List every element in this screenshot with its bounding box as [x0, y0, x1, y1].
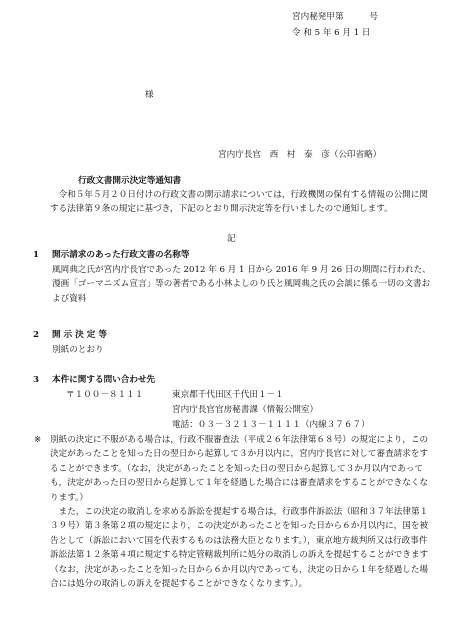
contact-address: 東京都千代田区千代田１－１ [172, 390, 284, 400]
section-2-heading: 開 示 決 定 等 [52, 330, 107, 340]
document-title: 行政文書開示決定等通知書 [78, 176, 182, 186]
section-1-heading: 開示請求のあった行政文書の名称等 [52, 250, 190, 260]
document-date: 令 和 5 年 6 月 1 日 [292, 28, 371, 38]
addressee: 様 [145, 90, 154, 100]
intro-paragraph: 令和５年５月２０日付けの行政文書の開示請求については，行政機関の保有する情報の公開に関する法律第９条の規定に基づき，下記のとおり開示決定等を行いましたので通知します。 [50, 190, 428, 215]
section-1-number: 1 [33, 250, 39, 260]
note-paragraph-1: 別紙の決定に不服がある場合は，行政不服審査法（平成２６年法律第６８号）の規定により，この決定があったことを知った日の翌日から起算して３か月以内に，宮内庁長官に対して審査請求をすることができます。（なお，決定があったことを知った日の翌日から起算して３か月以内であっても，決定があった日の翌日から起算して１年を経過した場合には審査請求をすることができなくなります。） [50, 435, 429, 503]
contact-phone: 電話：０３－３２１３－１１１１（内線３７６７） [172, 420, 370, 430]
section-3-number: 3 [33, 375, 39, 385]
sender: 宮内庁長官 西 村 泰 彦（公印省略） [218, 150, 382, 160]
note-mark: ※ [34, 435, 42, 445]
note-paragraph-2: また，この決定の取消しを求める訴訟を提起する場合は，行政事件訴訟法（昭和３７年法律第１３９号）第３条第２項の規定により，この決定があったことを知った日から６か月以内に，国を被告として（訴訟において国を代表するものは法務大臣となります。），東京地方裁判所又は行政事件訴訟法第１２条第４項に規定する特定管轄裁判所に処分の取消しの訴えを提起することができます（なお，決定があったことを知った日から６か月以内であっても，決定の日から１年を経過した場合には処分の取消しの訴えを提起することができなくなります。）。 [50, 507, 429, 590]
section-2-number: 2 [33, 330, 39, 340]
ki-heading: 記 [227, 234, 236, 244]
document-number: 宮内秘発甲第 号 [292, 12, 378, 22]
section-1-body: 風岡典之氏が宮内庁長官であった 2012 年 6 月 1 日から 2016 年 9 月 26 日の期間に行われた、漫画「ゴーマニズム宣言」等の著者である小林よしのり氏と風岡典之氏の会談に係る一切の文書および資料 [52, 265, 431, 304]
section-2-body: 別紙のとおり [52, 345, 104, 355]
contact-dept: 宮内庁長官官房秘書課（情報公開室） [172, 405, 319, 415]
notes-block [50, 433, 432, 591]
section-3-heading: 本件に関する問い合わせ先 [52, 375, 156, 385]
contact-postal: 〒１００－８１１１ [66, 390, 144, 400]
